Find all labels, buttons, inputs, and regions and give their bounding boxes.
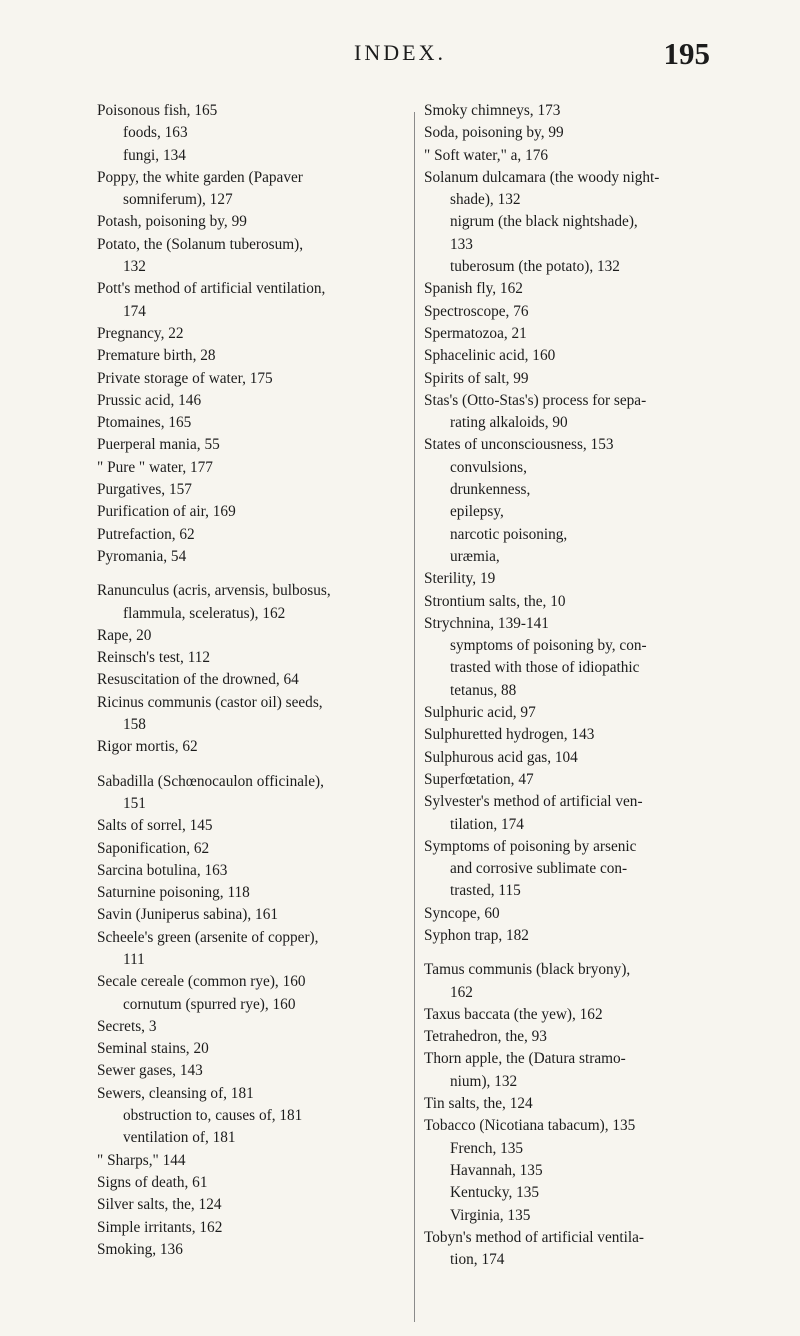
index-entry: Sarcina botulina, 163	[97, 861, 228, 879]
index-entry: Sulphuretted hydrogen, 143	[424, 726, 595, 744]
index-entry: Tobyn's method of artificial ventila-	[424, 1228, 645, 1246]
index-entry: Sulphuric acid, 97	[424, 704, 536, 722]
index-subentry: somniferum), 127	[123, 191, 233, 209]
index-subentry: 111	[123, 950, 145, 968]
index-entry: Sylvester's method of artificial ven-	[424, 793, 643, 811]
index-entry: Sewer gases, 143	[97, 1062, 203, 1080]
index-subentry: tilation, 174	[450, 815, 524, 833]
index-subentry: Virginia, 135	[450, 1206, 531, 1224]
index-entry: Saponification, 62	[97, 839, 210, 857]
index-subentry: drunkenness,	[450, 481, 531, 499]
index-entry: Strontium salts, the, 10	[424, 592, 566, 610]
index-entry: Rigor mortis, 62	[97, 738, 198, 756]
index-subentry: trasted, 115	[450, 882, 521, 900]
index-subentry: ventilation of, 181	[123, 1129, 236, 1147]
index-column-right	[424, 100, 744, 1271]
index-entry: Poisonous fish, 165	[97, 102, 218, 119]
index-column-left	[97, 100, 409, 1261]
index-subentry: 151	[123, 794, 146, 812]
index-entry: Signs of death, 61	[97, 1173, 208, 1191]
page-number: 195	[663, 36, 710, 71]
index-entry: Spermatozoa, 21	[424, 324, 527, 342]
index-entry: Smoking, 136	[97, 1240, 183, 1258]
index-entry: Pregnancy, 22	[97, 324, 184, 342]
index-entry: Syncope, 60	[424, 904, 500, 922]
index-entry: " Soft water," a, 176	[424, 146, 549, 164]
index-entry: Potash, poisoning by, 99	[97, 213, 247, 231]
index-entry: Stas's (Otto-Stas's) process for sepa-	[424, 391, 647, 409]
index-entry: Secrets, 3	[97, 1017, 157, 1035]
index-entry: Prussic acid, 146	[97, 391, 202, 409]
index-entry: Rape, 20	[97, 626, 152, 644]
index-subentry: foods, 163	[123, 124, 188, 142]
index-entry: Savin (Juniperus sabina), 161	[97, 906, 278, 924]
index-entry: Purgatives, 157	[97, 481, 192, 499]
section-gap	[97, 759, 409, 771]
index-entry: Ptomaines, 165	[97, 414, 192, 432]
index-entry: Sewers, cleansing of, 181	[97, 1084, 254, 1102]
index-subentry: trasted with those of idiopathic	[450, 659, 640, 677]
index-subentry: cornutum (spurred rye), 160	[123, 995, 296, 1013]
running-title: INDEX.	[354, 40, 446, 65]
index-subentry: 174	[123, 302, 146, 320]
index-subentry: 132	[123, 258, 146, 276]
page-header	[0, 36, 800, 90]
index-entry: Sulphurous acid gas, 104	[424, 748, 578, 766]
index-entry: Pyromania, 54	[97, 547, 187, 565]
index-entry: Soda, poisoning by, 99	[424, 124, 564, 142]
index-entry: Potato, the (Solanum tuberosum),	[97, 235, 304, 253]
section-gap	[97, 568, 409, 580]
index-subentry: French, 135	[450, 1139, 524, 1157]
index-subentry: tetanus, 88	[450, 681, 517, 699]
index-entry: Ranunculus (acris, arvensis, bulbosus,	[97, 582, 331, 600]
index-subentry: 162	[450, 983, 473, 1001]
index-subentry: narcotic poisoning,	[450, 525, 568, 543]
index-subentry: Kentucky, 135	[450, 1184, 540, 1202]
index-entry: Seminal stains, 20	[97, 1040, 209, 1058]
index-subentry: symptoms of poisoning by, con-	[450, 637, 647, 655]
index-subentry: and corrosive sublimate con-	[450, 860, 628, 878]
index-subentry: nigrum (the black nightshade),	[450, 213, 638, 231]
index-entry: Sterility, 19	[424, 570, 496, 588]
index-subentry: shade), 132	[450, 191, 521, 209]
section-gap	[424, 947, 744, 959]
index-entry: Strychnina, 139-141	[424, 614, 549, 632]
index-subentry: fungi, 134	[123, 146, 186, 164]
index-entry: Tamus communis (black bryony),	[424, 961, 631, 979]
index-subentry: 133	[450, 235, 473, 253]
index-entry: Sphacelinic acid, 160	[424, 347, 556, 365]
index-entry: Secale cereale (common rye), 160	[97, 973, 306, 991]
index-entry: Simple irritants, 162	[97, 1218, 223, 1236]
index-entry: Sabadilla (Schœnocaulon officinale),	[97, 772, 324, 790]
index-subentry: nium), 132	[450, 1072, 518, 1090]
index-entry: Tin salts, the, 124	[424, 1095, 533, 1113]
index-entry: Poppy, the white garden (Papaver	[97, 168, 303, 186]
index-subentry: epilepsy,	[450, 503, 504, 521]
index-entry: Ricinus communis (castor oil) seeds,	[97, 693, 323, 711]
index-entry: Solanum dulcamara (the woody night-	[424, 168, 660, 186]
index-subentry: obstruction to, causes of, 181	[123, 1107, 303, 1125]
index-entry: Superfœtation, 47	[424, 770, 534, 788]
index-subentry: tion, 174	[450, 1251, 505, 1269]
index-entry: Scheele's green (arsenite of copper),	[97, 928, 319, 946]
index-entry: States of unconsciousness, 153	[424, 436, 614, 454]
index-subentry: Havannah, 135	[450, 1161, 543, 1179]
index-entry: Smoky chimneys, 173	[424, 102, 561, 119]
index-subentry: uræmia,	[450, 547, 500, 565]
index-subentry: tuberosum (the potato), 132	[450, 258, 620, 276]
index-entry: Salts of sorrel, 145	[97, 817, 213, 835]
index-entry: Thorn apple, the (Datura stramo-	[424, 1050, 626, 1068]
index-entry: Symptoms of poisoning by arsenic	[424, 837, 637, 855]
index-entry: Spirits of salt, 99	[424, 369, 529, 387]
index-subentry: flammula, sceleratus), 162	[123, 604, 286, 622]
index-subentry: 158	[123, 716, 146, 734]
index-entry: Tobacco (Nicotiana tabacum), 135	[424, 1117, 636, 1135]
index-entry: Private storage of water, 175	[97, 369, 273, 387]
index-entry: " Sharps," 144	[97, 1151, 186, 1169]
index-entry: Pott's method of artificial ventilation,	[97, 280, 326, 298]
column-divider	[414, 112, 415, 1322]
index-entry: Resuscitation of the drowned, 64	[97, 671, 299, 689]
index-subentry: convulsions,	[450, 458, 527, 476]
index-entry: Puerperal mania, 55	[97, 436, 220, 454]
index-entry: Tetrahedron, the, 93	[424, 1028, 547, 1046]
index-entry: Silver salts, the, 124	[97, 1196, 222, 1214]
index-entry: Taxus baccata (the yew), 162	[424, 1005, 603, 1023]
index-entry: Putrefaction, 62	[97, 525, 195, 543]
index-subentry: rating alkaloids, 90	[450, 414, 568, 432]
index-entry: Purification of air, 169	[97, 503, 236, 521]
index-entry: " Pure " water, 177	[97, 458, 213, 476]
index-entry: Saturnine poisoning, 118	[97, 884, 250, 902]
index-entry: Syphon trap, 182	[424, 926, 529, 944]
index-entry: Reinsch's test, 112	[97, 649, 211, 667]
index-entry: Spanish fly, 162	[424, 280, 523, 298]
index-entry: Premature birth, 28	[97, 347, 216, 365]
index-entry: Spectroscope, 76	[424, 302, 529, 320]
